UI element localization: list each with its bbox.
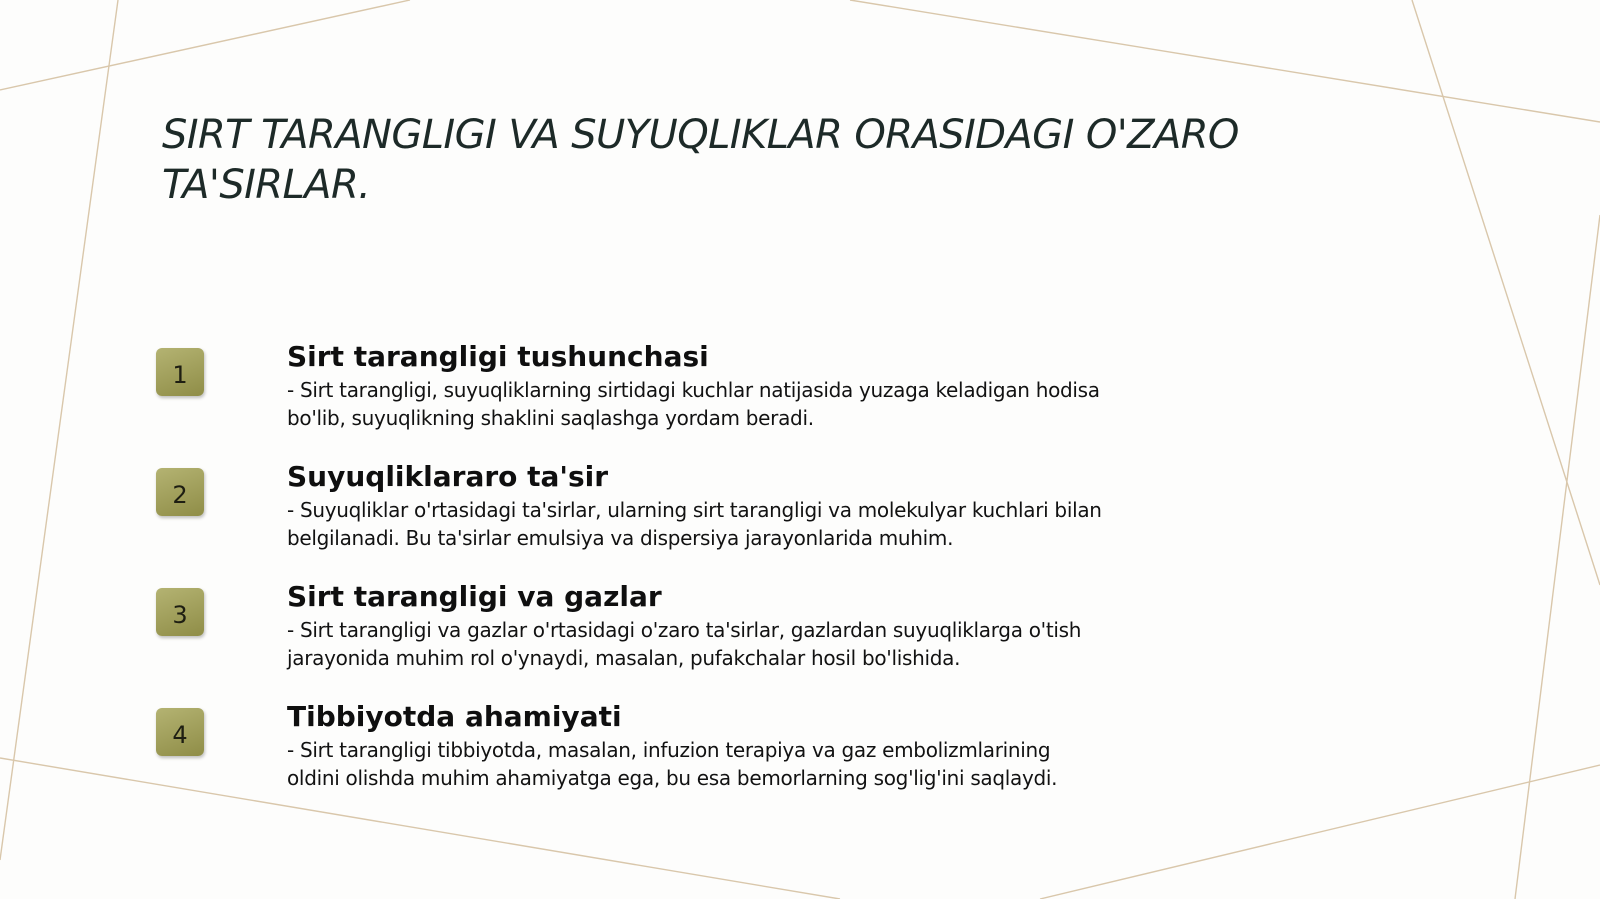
item-description: - Sirt tarangligi tibbiyotda, masalan, infuzion terapiya va gaz embolizmlarining oldini olishda muhim ahamiyatga ega, bu esa bemorlarning sog'lig'ini saqlaydi. bbox=[287, 738, 1058, 790]
item-heading: Tibbiyotda ahamiyati bbox=[287, 700, 622, 733]
item-description: - Sirt tarangligi, suyuqliklarning sirtidagi kuchlar natijasida yuzaga keladigan hodisa bo'lib, suyuqlikning shaklini saqlashga yordam beradi. bbox=[287, 378, 1100, 430]
number-badge bbox=[156, 588, 204, 636]
number-badge-label: 2 bbox=[172, 481, 188, 509]
item-heading: Sirt tarangligi va gazlar bbox=[287, 580, 662, 613]
number-badge-label: 4 bbox=[172, 721, 188, 749]
item-heading: Suyuqliklararo ta'sir bbox=[287, 460, 609, 493]
number-badge bbox=[156, 708, 204, 756]
slide-title: SIRT TARANGLIGI VA SUYUQLIKLAR ORASIDAGI O'ZARO TA'SIRLAR. bbox=[162, 112, 1239, 208]
number-badge-label: 1 bbox=[172, 361, 188, 389]
item-heading: Sirt tarangligi tushunchasi bbox=[287, 340, 709, 373]
number-badge bbox=[156, 468, 204, 516]
item-description: - Sirt tarangligi va gazlar o'rtasidagi o'zaro ta'sirlar, gazlardan suyuqliklarga o'tish jarayonida muhim rol o'ynaydi, masalan, pufakchalar hosil bo'lishida. bbox=[287, 618, 1082, 670]
number-badge-label: 3 bbox=[172, 601, 188, 629]
item-description: - Suyuqliklar o'rtasidagi ta'sirlar, ularning sirt tarangligi va molekulyar kuchlari bilan belgilanadi. Bu ta'sirlar emulsiya va dispersiya jarayonlarida muhim. bbox=[287, 498, 1102, 550]
number-badge bbox=[156, 348, 204, 396]
